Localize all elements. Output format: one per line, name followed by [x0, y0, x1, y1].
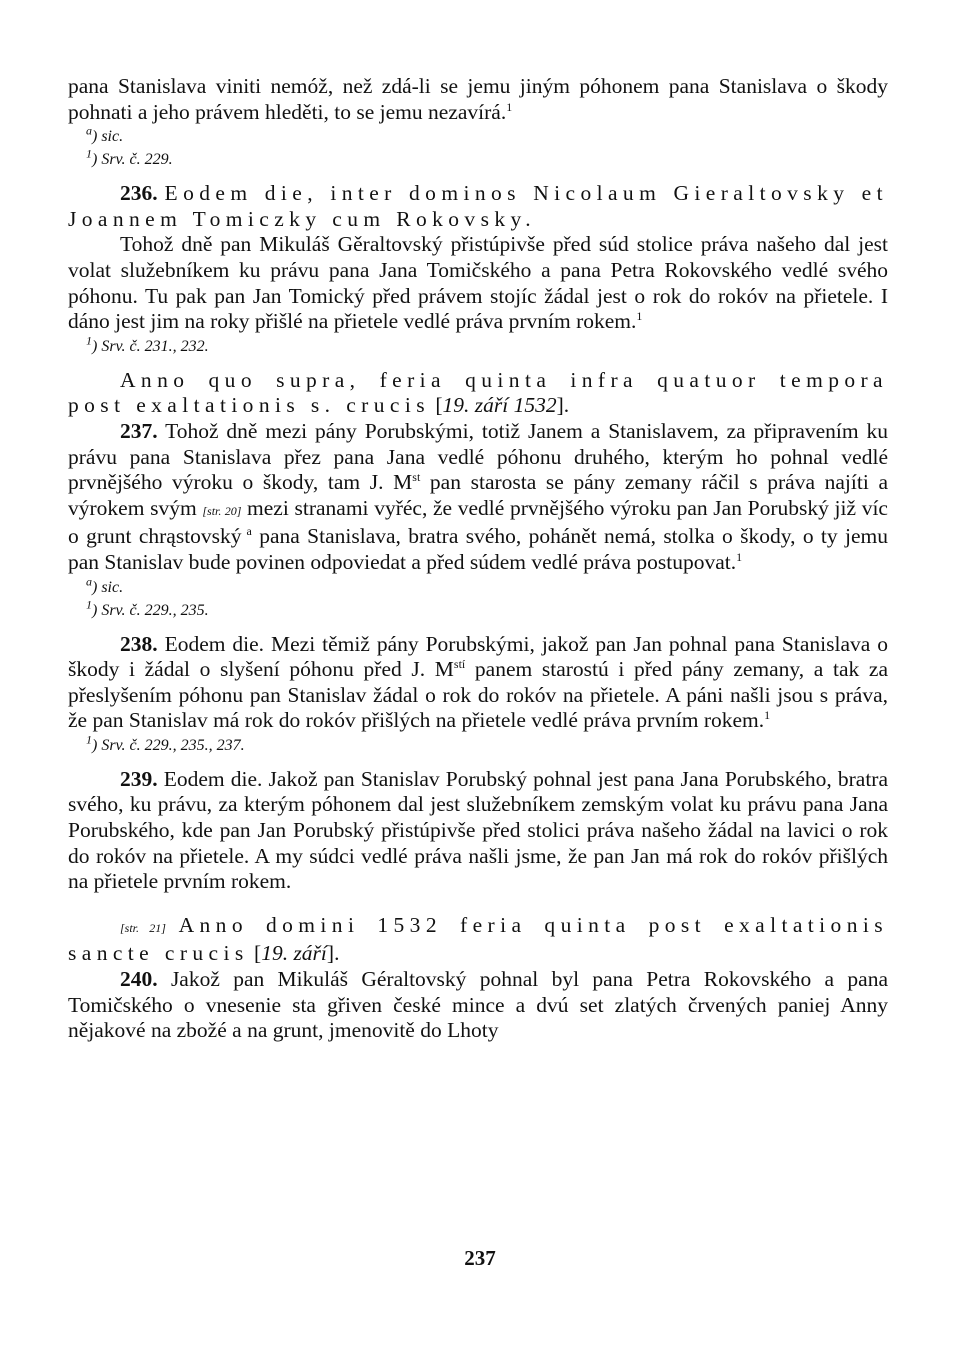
spacer [68, 358, 888, 368]
superscript: a [86, 574, 92, 589]
superscript: 1 [736, 549, 743, 564]
text-span: [ [429, 393, 443, 418]
text-span: ) Srv. č. 231., 232. [92, 337, 209, 355]
superscript: a [86, 123, 92, 138]
superscript: st [412, 469, 421, 484]
spaced-heading: Eodem die, inter dominos Nicolaum Gieraltovsky et Joannem Tomiczky cum Rokovsky. [68, 181, 888, 231]
entry-number: 239. [120, 766, 158, 791]
paragraph [68, 368, 888, 419]
footnote [68, 125, 888, 148]
superscript: a [241, 524, 252, 539]
footnote [68, 576, 888, 599]
footnote [68, 599, 888, 622]
superscript: stí [453, 656, 466, 671]
page-reference: [str. 21] [120, 920, 166, 935]
text-span: Eodem die. Jakož pan Stanislav Porubský pohnal jest pana Jana Porubského, bratra svého, ku právu, za kterým póhonem dal jest služebníkem zemským volat ku právu pana Jana Porubského, kde pan Jan Porubský přistúpivše před stolici práva našeho žádal na lavici o rok do rokóv na přietele. A my súdci vedlé práva našli jsme, že pan Jan má rok do rokóv přišlých na přietele prvním rokem. [68, 766, 888, 894]
superscript: 1 [86, 333, 92, 348]
footnote [68, 734, 888, 757]
superscript: 1 [86, 146, 92, 161]
superscript: 1 [86, 732, 92, 747]
italic-text: 19. září [261, 941, 327, 966]
text-span [158, 181, 165, 205]
text-span: ) sic. [92, 128, 124, 146]
text-span: Eodem die. Mezi těmiž pány Porubskými, jakož pan Jan pohnal pana Stanislava o škody i žádal o slyšení póhonu před J. M [68, 631, 888, 682]
text-span: pana Stanislava viniti nemóž, než zdá-li se jemu jiným póhonem pana Stanislava o škody pohnati a jeho právem hleděti, to se jemu nezavírá. [68, 74, 888, 124]
page-reference: [str. 20] [202, 503, 242, 518]
paragraph [68, 767, 888, 895]
text-span: panem starostú i před pány zemany, a tak za přeslyšením póhonu pan Stanislav žádal o rok do rokóv na přietele. A páni našli jsou s práva, že pan Stanislav má rok do rokóv přišlých na přietele vedlé práva prvním rokem. [68, 657, 888, 733]
paragraph [68, 74, 888, 125]
text-span: ) Srv. č. 229. [92, 151, 173, 169]
spacer [68, 622, 888, 632]
entry-number: 238. [120, 631, 158, 656]
paragraph [68, 419, 888, 576]
text-span: pana Stanislava, bratra svého, pohánět nemá, stolka o škody, o ty jemu pan Stanislav bude povinen odpoviedat a před súdem vedlé práva postupovat. [68, 524, 889, 574]
page-number: 237 [464, 1246, 496, 1270]
paragraph [68, 632, 888, 734]
superscript: 1 [764, 708, 771, 723]
spaced-heading: Anno quo supra, feria quinta infra quatuor tempora post exaltationis s. crucis [68, 367, 888, 418]
entry-number: 237. [120, 418, 158, 443]
spacer [68, 757, 888, 767]
paragraph [68, 967, 888, 1044]
footnote [68, 148, 888, 171]
text-span: [ [248, 941, 262, 966]
document-page [68, 74, 888, 1044]
entry-number: 240. [120, 967, 158, 992]
spacer [68, 171, 888, 181]
text-span: Jakož pan Mikuláš Géraltovský pohnal byl pana Petra Rokovského a pana Tomičského o vnesenie sta gřiven české mince a dvú set zlatých črvených paniej Anny nějakové na zbožé a na grunt, jmenovitě do Lhoty [68, 967, 888, 1043]
footnote [68, 335, 888, 358]
paragraph [68, 232, 888, 334]
text-span: ) Srv. č. 229., 235. [92, 601, 209, 619]
paragraph [68, 913, 888, 967]
paragraph [68, 181, 888, 232]
text-span: ) Srv. č. 229., 235., 237. [92, 736, 245, 754]
text-span: mezi stranami vyřéc, že vedlé prvnějšého výroku pan Jan Porubský již víc o grunt chrąstovský [68, 495, 888, 549]
spaced-heading: Anno domini 1532 feria quinta post exaltationis sancte crucis [68, 912, 888, 966]
text-span: ]. [556, 393, 570, 418]
entry-number: 236. [120, 181, 158, 206]
superscript: 1 [636, 309, 643, 323]
text-span: Tohož dně pan Mikuláš Gěraltovský přistúpivše před súd stolice práva našeho dal jest volat služebníkem ku právu pana Jana Tomičského a pana Petra Rokovského vedlé svého póhonu. Tu pak pan Jan Tomický před právem stojíc žádal jest o rok do rokóv na přietele. I dáno jest jim na roky přišlé na přietele vedlé práva prvním rokem. [68, 232, 888, 334]
text-span: ]. [326, 941, 340, 966]
italic-text: 19. září 1532 [442, 393, 557, 418]
superscript: 1 [86, 597, 92, 612]
spacer [68, 895, 888, 913]
text-span: ) sic. [92, 578, 124, 596]
text-span [166, 913, 179, 937]
text-span: pan starosta se pány zemany ráčil s práva najíti a výrokem svým [68, 470, 888, 520]
text-span: Tohož dně mezi pány Porubskými, totiž Janem a Stanislavem, za připravením ku právu pana Stanislava přez pana Jana vedlé póhonu druhého, kterým ho pohnal vedlé prvnějšého výroku o škody, tam J. M [68, 418, 888, 495]
superscript: 1 [506, 99, 513, 114]
